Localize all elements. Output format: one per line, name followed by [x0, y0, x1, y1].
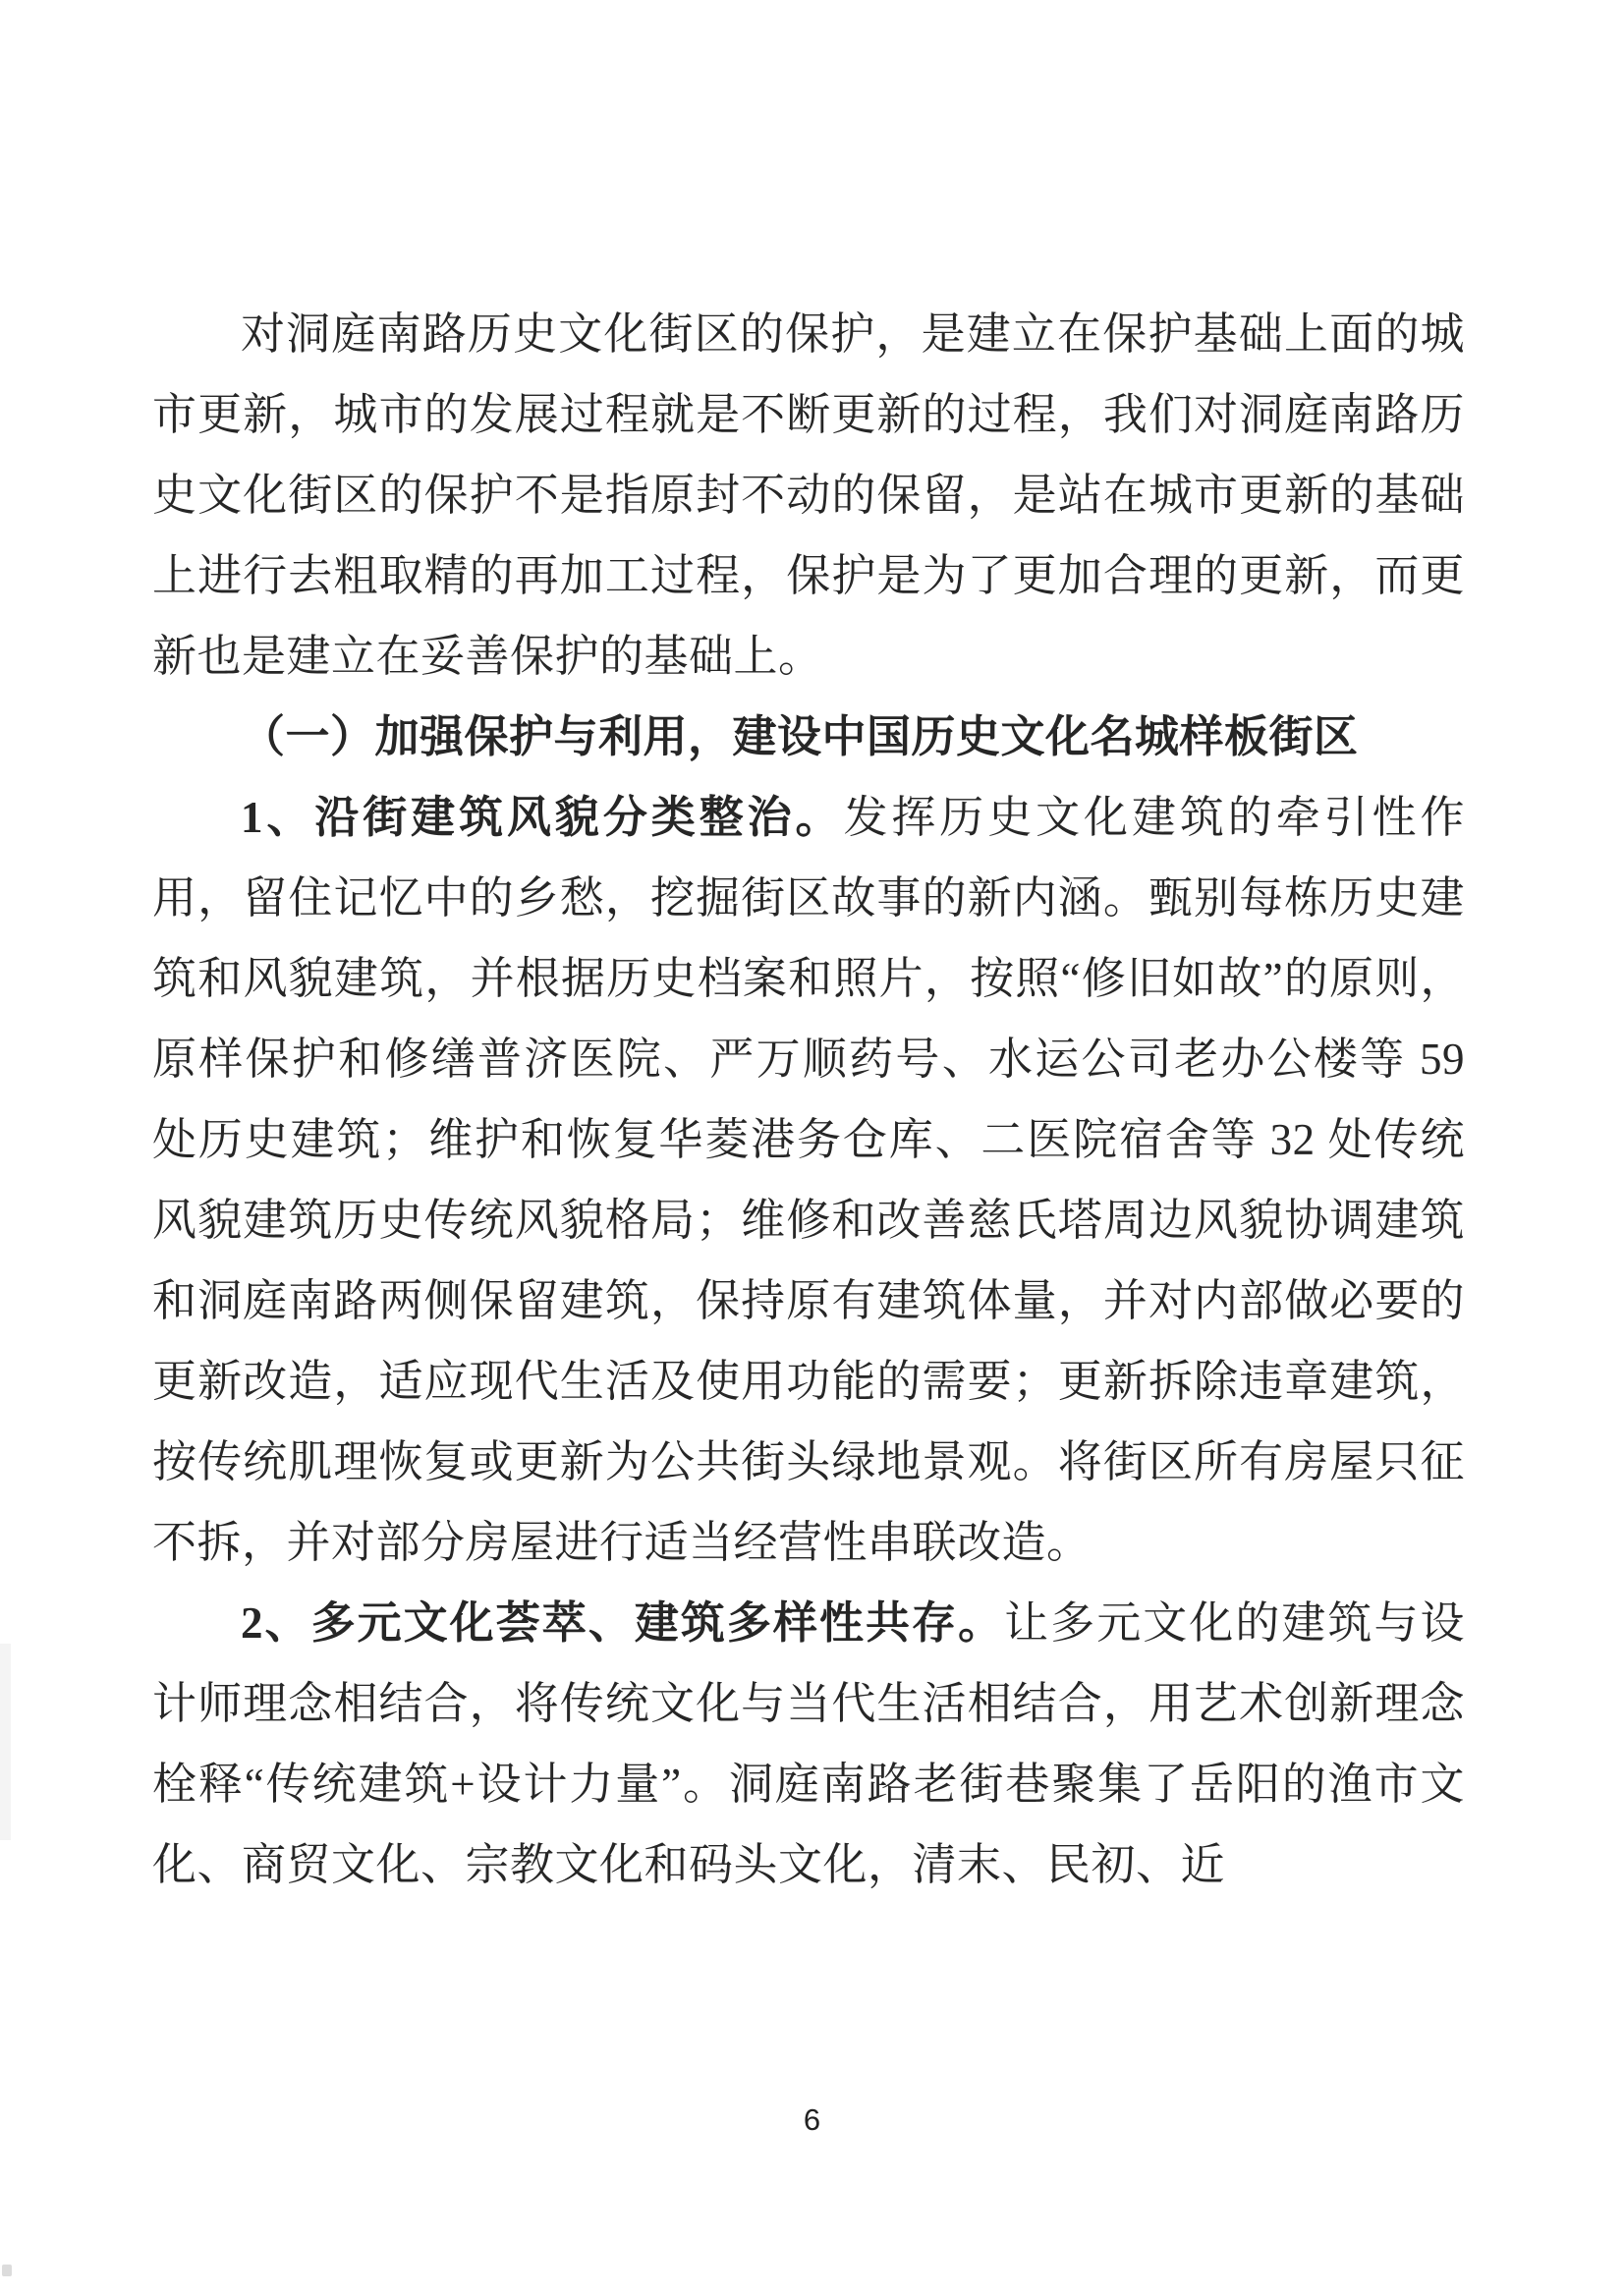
paragraph-intro-text: 对洞庭南路历史文化街区的保护，是建立在保护基础上面的城市更新，城市的发展过程就是不断更新的过程，我们对洞庭南路历史文化街区的保护不是指原封不动的保留，是站在城市更新的基础上进行去粗取精的再加工过程，保护是为了更加合理的更新，而更新也是建立在妥善保护的基础上。	[152, 309, 1465, 681]
paragraph-item-1-body: 发挥历史文化建筑的牵引性作用，留住记忆中的乡愁，挖掘街区故事的新内涵。甄别每栋历史建筑和风貌建筑，并根据历史档案和照片，按照“修旧如故”的原则，原样保护和修缮普济医院、严万顺药号、水运公司老办公楼等 59 处历史建筑；维护和恢复华菱港务仓库、二医院宿舍等 32 处传统风貌建筑历史传统风貌格局；维修和改善慈氏塔周边风貌协调建筑和洞庭南路两侧保留建筑，保持原有建筑体量，并对内部做必要的更新改造，适应现代生活及使用功能的需要；更新拆除违章建筑，按传统肌理恢复或更新为公共街头绿地景观。将街区所有房屋只征不拆，并对部分房屋进行适当经营性串联改造。	[152, 793, 1465, 1567]
paragraph-item-2-lead: 2、多元文化荟萃、建筑多样性共存。	[241, 1598, 1005, 1648]
paragraph-item-2	[152, 1583, 1465, 1905]
paragraph-intro	[152, 294, 1465, 697]
page-number: 6	[803, 2102, 821, 2137]
section-heading-1: （一）加强保护与利用，建设中国历史文化名城样板街区	[241, 712, 1359, 761]
scan-artifact-smudge	[0, 1644, 11, 1840]
document-text-block	[152, 294, 1465, 1905]
scan-artifact-dot	[2, 2265, 12, 2276]
paragraph-item-2-body: 让多元文化的建筑与设计师理念相结合，将传统文化与当代生活相结合，用艺术创新理念栓释“传统建筑+设计力量”。洞庭南路老街巷聚集了岳阳的渔市文化、商贸文化、宗教文化和码头文化，清末、民初、近	[152, 1598, 1465, 1889]
paragraph-item-1	[152, 777, 1465, 1583]
paragraph-item-1-lead: 1、沿街建筑风貌分类整治。	[241, 793, 844, 842]
